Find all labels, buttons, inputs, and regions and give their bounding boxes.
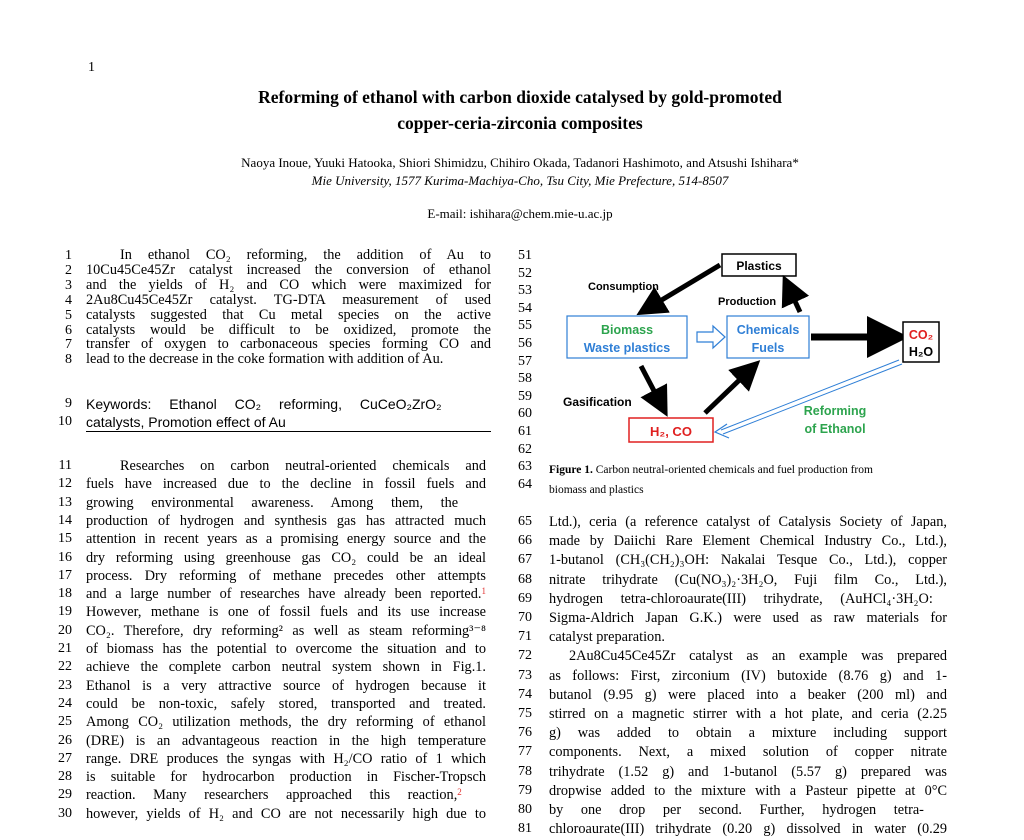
synthesis-arrow: [705, 367, 753, 413]
caption-label: Figure 1.: [549, 464, 593, 476]
waste-plastics-label: Waste plastics: [583, 341, 671, 355]
line-number: 25: [58, 714, 72, 730]
line-number: 66: [518, 533, 532, 549]
email: E-mail: ishihara@chem.mie-u.ac.jp: [427, 206, 613, 221]
text-line: [86, 323, 491, 337]
text-line: [86, 263, 491, 277]
text-line-content: components. Next, a mixed solution of copper nitrate: [549, 744, 947, 761]
line-number: 51: [518, 248, 532, 263]
reforming-label: Reforming: [803, 404, 867, 418]
text-line-content: process. Dry reforming of methane precedes other attempts: [86, 567, 486, 584]
line-number: 17: [58, 567, 72, 583]
text-line: [120, 248, 491, 262]
text-line: [549, 533, 947, 550]
text-line-content: dropwise added to the mixture with a Pasteur pipette at 0°C: [549, 782, 947, 799]
text-line: [86, 604, 486, 621]
text-line-content: Among CO₂ utilization methods, the dry reforming of ethanol: [86, 714, 486, 731]
text-line: [86, 550, 486, 567]
line-number: 69: [518, 590, 532, 606]
plastics-label: Plastics: [736, 259, 782, 273]
text-line: [549, 668, 947, 685]
line-number: 56: [518, 336, 532, 351]
text-line: [549, 687, 947, 704]
line-number: 71: [518, 629, 532, 645]
line-number: 22: [58, 659, 72, 675]
text-line: [86, 806, 486, 823]
text-line-content: however, yields of H₂ and CO are not necessarily high due to: [86, 805, 486, 822]
line-number: 75: [518, 706, 532, 721]
text-line: [86, 396, 442, 412]
text-line-content: butanol (9.95 g) were placed into a beaker (200 ml) and: [549, 686, 947, 703]
line-number: 68: [518, 571, 532, 587]
text-line: [86, 641, 486, 658]
page-number: 1: [88, 60, 95, 75]
text-line: [86, 531, 486, 548]
text-line: [549, 514, 947, 531]
text-line-content: In ethanol CO₂ reforming, the addition of Au to: [120, 247, 491, 263]
affiliation: Mie University, 1577 Kurima-Machiya-Cho, Tsu City, Mie Prefecture, 514-8507: [311, 173, 729, 188]
consumption-label: Consumption: [588, 281, 659, 293]
text-line: [86, 414, 286, 430]
line-number: 60: [518, 406, 532, 422]
citation-ref: 1: [481, 586, 486, 597]
text-line-content: production of hydrogen and synthesis gas has attracted much: [86, 512, 486, 529]
line-number: 2: [65, 262, 72, 278]
text-line: [86, 278, 491, 292]
text-line: [86, 308, 491, 322]
line-number: 23: [58, 677, 72, 693]
text-line-content: However, methane is one of fossil fuels and its use increase: [86, 604, 486, 621]
line-number: 10: [58, 414, 72, 429]
text-line: [549, 802, 924, 819]
line-number: 57: [518, 353, 532, 369]
title-line-1: Reforming of ethanol with carbon dioxide catalysed by gold-promoted: [258, 87, 782, 107]
authors: Naoya Inoue, Yuuki Hatooka, Shiori Shimidzu, Chihiro Okada, Tadanori Hashimoto, and Atsushi Ishihara*: [241, 155, 799, 170]
h2-co-label: H₂, CO: [650, 424, 692, 439]
text-line-content: 1-butanol (CH₃(CH₂)₃OH: Nakalai Tesque Co., Ltd.), copper: [549, 552, 947, 569]
text-line: [86, 769, 486, 786]
line-number: 58: [518, 371, 532, 387]
line-number: 18: [58, 586, 72, 602]
production-arrow: [787, 284, 800, 312]
line-number: 65: [518, 514, 532, 529]
text-line: [86, 659, 486, 676]
production-label: Production: [718, 296, 777, 308]
line-number: 30: [58, 805, 72, 821]
text-line-content: catalysts, Promotion effect of Au: [86, 414, 286, 430]
line-number: 21: [58, 641, 72, 656]
text-line: [549, 706, 947, 723]
text-line: [86, 293, 491, 307]
text-line-content: hydrogen tetra-chloroaurate(III) trihydrate, (AuHCl₄·3H₂O:: [549, 590, 933, 607]
text-line: [549, 764, 947, 781]
line-number: 59: [518, 388, 532, 404]
reforming-arrow-head: [715, 424, 729, 438]
line-number: 14: [58, 512, 72, 528]
text-line-content: nitrate trihydrate (Cu(NO₃)₂·3H₂O, Fuji film Co., Ltd.),: [549, 571, 947, 588]
text-line-content: achieve the complete carbon neutral system shown in Fig.1.: [86, 659, 486, 676]
text-line-content: could be non-toxic, safely stored, transported and treated.: [86, 695, 486, 712]
text-line: [86, 751, 486, 768]
text-line-content: dry reforming using greenhouse gas CO₂ could be an ideal: [86, 549, 486, 566]
line-number: 77: [518, 744, 532, 760]
line-number: 19: [58, 604, 72, 620]
line-number: 20: [58, 622, 72, 638]
caption-text-2: biomass and plastics: [549, 484, 644, 496]
text-line-content: and a large number of researches have already been reported.: [86, 586, 482, 603]
text-line: [86, 337, 491, 351]
text-line-content: catalyst preparation.: [549, 629, 665, 646]
line-number: 54: [518, 300, 532, 316]
biomass-label: Biomass: [600, 323, 654, 337]
text-line: [86, 733, 486, 750]
line-number: 29: [58, 787, 72, 803]
text-line: [549, 821, 947, 838]
hollow-arrow: [697, 326, 725, 348]
text-line-content: g) was added to obtain a mixture including support: [549, 725, 947, 742]
line-number: 27: [58, 750, 72, 766]
text-line-content: Ethanol is a very attractive source of hydrogen because it: [86, 677, 486, 694]
line-number: 11: [58, 458, 72, 473]
text-line: [86, 623, 486, 640]
text-line: [549, 591, 933, 608]
text-line: [86, 696, 486, 713]
figure-1-caption: [549, 460, 959, 500]
text-line-content: catalysts would be difficult to be oxidized, promote the: [86, 321, 491, 338]
line-number: 13: [58, 494, 72, 510]
text-line-content: stirred on a magnetic stirrer with a hot plate, and ceria (2.25: [549, 706, 947, 722]
text-line-content: and the yields of H₂ and CO which were maximized for: [86, 276, 491, 293]
line-number: 67: [518, 552, 532, 568]
text-line: [86, 787, 462, 804]
line-number: 52: [518, 265, 532, 281]
text-line: [549, 552, 947, 569]
text-line-content: growing environmental awareness. Among them, the: [86, 494, 459, 511]
text-line-content: lead to the decrease in the coke formation with addition of Au.: [86, 351, 444, 368]
co2-label: CO₂: [908, 328, 934, 342]
line-number: 72: [518, 648, 532, 664]
h2o-label: H₂O: [908, 345, 934, 359]
line-number: 15: [58, 531, 72, 547]
line-number: 12: [58, 476, 72, 492]
text-line-content: Ltd.), ceria (a reference catalyst of Catalysis Society of Japan,: [549, 514, 947, 530]
text-line-content: trihydrate (1.52 g) and 1-butanol (5.57 g) prepared was: [549, 763, 947, 780]
text-line-content: transfer of oxygen to carbonaceous species forming CO and: [86, 336, 491, 353]
text-line-content: Researches on carbon neutral-oriented chemicals and: [120, 458, 486, 474]
text-line-content: by one drop per second. Further, hydrogen tetra-: [549, 802, 924, 818]
line-number: 79: [518, 782, 532, 798]
line-number: 73: [518, 667, 532, 683]
line-number: 26: [58, 732, 72, 748]
line-number: 81: [518, 821, 532, 837]
text-line: [549, 572, 947, 589]
text-line-content: 2Au8Cu45Ce45Zr catalyst as an example was prepared: [569, 648, 947, 665]
line-number: 6: [65, 322, 72, 338]
keywords-divider: [86, 431, 491, 432]
text-line: [549, 629, 665, 646]
line-number: 16: [58, 549, 72, 565]
text-line-content: range. DRE produces the syngas with H₂/CO ratio of 1 which: [86, 750, 486, 767]
figure-1-diagram: [555, 248, 955, 448]
text-line-content: Keywords: Ethanol CO₂ reforming, CuCeO₂ZrO₂: [86, 396, 442, 412]
line-number: 4: [65, 292, 72, 308]
line-number: 7: [65, 337, 72, 353]
line-number: 1: [65, 248, 72, 263]
text-line: [549, 783, 947, 800]
line-number: 9: [65, 396, 72, 411]
caption-text: Carbon neutral-oriented chemicals and fuel production from: [595, 464, 873, 476]
line-number: 61: [518, 424, 532, 439]
gasification-label: Gasification: [563, 395, 632, 409]
text-line-content: catalysts suggested that Cu metal species on the active: [86, 306, 491, 323]
text-line-content: is suitable for hydrocarbon production in Fischer-Tropsch: [86, 769, 486, 786]
of-ethanol-label: of Ethanol: [804, 422, 866, 436]
line-number: 24: [58, 695, 72, 711]
line-number: 70: [518, 610, 532, 625]
text-line: [86, 352, 443, 366]
line-number: 28: [58, 769, 72, 785]
text-line: [549, 610, 947, 627]
text-line: [86, 495, 458, 512]
text-line: [86, 568, 486, 585]
text-line: [86, 476, 486, 493]
gasification-arrow: [641, 366, 663, 408]
text-line-content: chloroaurate(III) trihydrate (0.20 g) dissolved in water (0.29: [549, 821, 947, 838]
text-line: [120, 458, 486, 475]
text-line-content: fuels have increased due to the decline in fossil fuels and: [86, 476, 486, 493]
text-line-content: reaction. Many researchers approached this reaction,: [86, 787, 458, 804]
line-number: 3: [65, 277, 72, 293]
line-number: 78: [518, 763, 532, 779]
text-line-content: attention in recent years as a promising energy source and the: [86, 531, 486, 548]
text-line: [86, 714, 486, 731]
chemicals-label: Chemicals: [736, 323, 800, 337]
line-number: 76: [518, 725, 532, 741]
line-number: 53: [518, 283, 532, 299]
text-line: [86, 513, 486, 530]
text-line: [86, 586, 486, 603]
text-line: [86, 678, 486, 695]
text-line: [569, 648, 947, 665]
text-line-content: 2Au8Cu45Ce45Zr catalyst. TG-DTA measurement of used: [86, 291, 491, 308]
line-number: 64: [518, 476, 532, 492]
text-line-content: Sigma-Aldrich Japan G.K.) were used as raw materials for: [549, 610, 947, 626]
line-number: 5: [65, 307, 72, 323]
text-line: [549, 725, 947, 742]
line-number: 74: [518, 686, 532, 702]
title-line-2: copper-ceria-zirconia composites: [397, 113, 643, 133]
line-number: 63: [518, 459, 532, 475]
text-line-content: 10Cu45Ce45Zr catalyst increased the conversion of ethanol: [86, 261, 491, 278]
text-line-content: CO₂. Therefore, dry reforming² as well as steam reforming³⁻⁸: [86, 622, 486, 639]
line-number: 8: [65, 352, 72, 368]
text-line-content: as follows: First, zirconium (IV) butoxide (8.76 g) and 1-: [549, 667, 947, 684]
fuels-label: Fuels: [751, 341, 785, 355]
text-line-content: of biomass has the potential to overcome the situation and to: [86, 641, 486, 657]
line-number: 62: [518, 441, 532, 457]
line-number: 80: [518, 802, 532, 817]
text-line-content: made by Daiichi Rare Element Chemical Industry Co., Ltd.),: [549, 533, 947, 550]
text-line-content: (DRE) is an advantageous reaction in the high temperature: [86, 732, 486, 749]
text-line: [549, 744, 947, 761]
line-number: 55: [518, 318, 532, 334]
paper-title: [0, 84, 1024, 136]
citation-ref: 2: [457, 787, 462, 798]
